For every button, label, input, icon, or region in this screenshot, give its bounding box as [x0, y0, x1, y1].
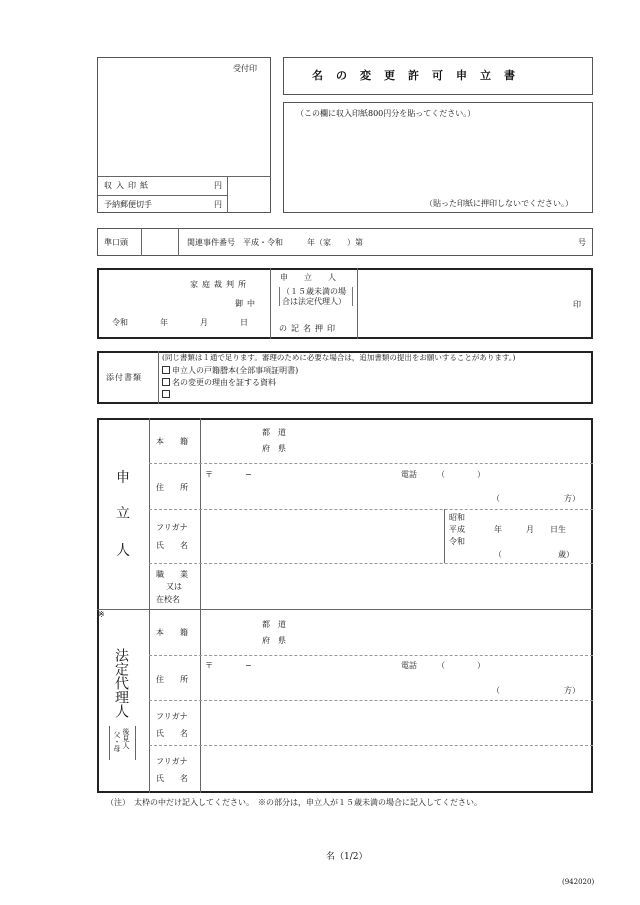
- seal-label: の記名押印: [279, 324, 339, 333]
- revenue-stamp-label: 収入印紙: [104, 181, 152, 190]
- age: （ 歳）: [494, 550, 574, 559]
- pref-bottom: 府 県: [262, 444, 286, 453]
- attachment-item[interactable]: 名の変更の理由を証する資料: [162, 378, 276, 387]
- row-divider: [149, 655, 593, 656]
- checkbox[interactable]: [162, 378, 170, 386]
- stamp-instruction: （この欄に収入印紙800円分を貼ってください。）: [296, 109, 476, 118]
- job-line-2: 又は: [166, 582, 182, 591]
- court-block-line-2: [357, 268, 358, 339]
- rep-care-of: （ 方）: [492, 686, 580, 695]
- rep2-furigana-label: フリガナ: [156, 757, 188, 766]
- court-addressee: 御中: [235, 299, 259, 308]
- rep-pref-bottom: 府 県: [262, 636, 286, 645]
- receipt-divider: [97, 176, 271, 177]
- stamp-area: [283, 102, 593, 213]
- checkbox[interactable]: [162, 390, 170, 398]
- prep-label: 準口頭: [104, 238, 128, 247]
- revenue-yen: 円: [214, 181, 222, 190]
- rep-marker: ※: [98, 610, 105, 619]
- row-divider: [149, 563, 593, 564]
- honseki-label: 本 籍: [156, 437, 188, 446]
- rep2-name-label: 氏 名: [156, 774, 188, 783]
- receipt-col-line: [227, 176, 228, 213]
- section-divider: [97, 609, 593, 610]
- row-divider: [149, 509, 593, 510]
- era-heisei: 平成: [449, 525, 465, 534]
- attachment-item[interactable]: 申立人の戸籍謄本(全部事項証明書): [162, 366, 298, 375]
- rep-name-label: 氏 名: [156, 729, 188, 738]
- postal-code: 〒 −: [205, 470, 252, 479]
- form-code: (942020): [562, 878, 595, 886]
- minor-note: （１５歳未満の場合は法定代理人）: [279, 287, 353, 306]
- page-label: 名（1/2）: [326, 852, 368, 862]
- court-block-line: [270, 268, 271, 339]
- case-row-line: [141, 228, 142, 256]
- birth-date: 年 月 日生: [494, 525, 566, 534]
- attachment-item[interactable]: [162, 390, 172, 399]
- birth-col-line: [444, 509, 445, 563]
- phone-label: 電話 （ ）: [401, 470, 485, 479]
- postage-yen: 円: [214, 200, 222, 209]
- application-date: 令和 年 月 日: [112, 318, 248, 327]
- job-line-3: 在校名: [156, 595, 180, 604]
- seal-mark: 印: [573, 300, 581, 309]
- stamp-note: （貼った印紙に押印しないでください。）: [425, 199, 573, 208]
- case-row-line-2: [178, 228, 179, 256]
- rep-phone-label: 電話 （ ）: [401, 661, 485, 670]
- col-line-2: [200, 418, 201, 793]
- form-title: 名の変更許可申立書: [312, 69, 528, 82]
- attachments-label: 添付書類: [106, 373, 142, 382]
- rep-address-label: 住 所: [156, 675, 188, 684]
- guardian-left: 父・母: [113, 731, 121, 752]
- applicant-heading: 申 立 人: [280, 273, 340, 282]
- care-of: （ 方）: [492, 494, 580, 503]
- row-divider: [149, 700, 593, 701]
- guardian-right: 後見人: [122, 728, 130, 749]
- pref-top: 都 道: [262, 428, 286, 437]
- attachments-note: (同じ書類は１通で足ります。審理のために必要な場合は，追加書類の提出をお願いすることがあります。): [162, 353, 516, 362]
- rep-section-label: 法定代理人: [113, 648, 129, 718]
- rep-honseki-label: 本 籍: [156, 628, 188, 637]
- rep-furigana-label: フリガナ: [156, 712, 188, 721]
- rep-pref-top: 都 道: [262, 620, 286, 629]
- case-number-suffix: 号: [578, 238, 586, 247]
- checkbox[interactable]: [162, 366, 170, 374]
- era-reiwa: 令和: [449, 537, 465, 546]
- receipt-divider-2: [97, 195, 227, 196]
- job-line-1: 職 業: [156, 570, 188, 579]
- rep-postal-code: 〒 −: [205, 661, 252, 670]
- related-case-label: 関連事件番号 平成・令和 年（家 ）第: [187, 238, 363, 247]
- row-divider: [149, 745, 593, 746]
- address-label: 住 所: [156, 483, 188, 492]
- footnote: （注） 太枠の中だけ記入してください。 ※の部分は，申立人が１５歳未満の場合に記入してください。: [106, 798, 482, 807]
- row-divider: [149, 463, 593, 464]
- name-label: 氏 名: [156, 541, 188, 550]
- era-showa: 昭和: [449, 513, 465, 522]
- applicant-section-label: 申 立 人: [116, 470, 130, 559]
- attachments-line: [158, 351, 159, 404]
- receipt-stamp-label: 受付印: [233, 64, 257, 73]
- postage-label: 予納郵便切手: [104, 200, 152, 209]
- court-name: 家庭裁判所: [190, 280, 250, 289]
- furigana-label: フリガナ: [156, 523, 188, 532]
- col-line-1: [149, 418, 150, 793]
